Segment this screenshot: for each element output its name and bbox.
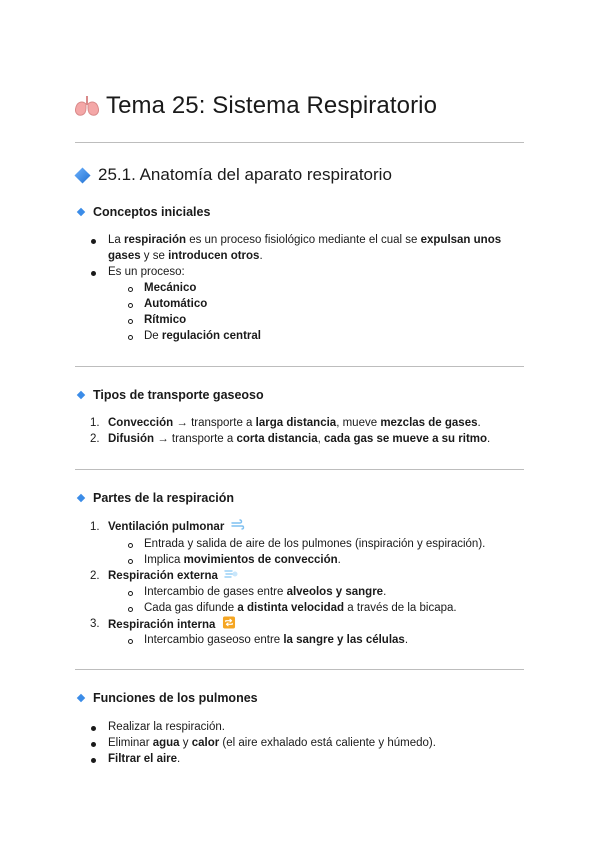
sub-list-item: Implica movimientos de convección. bbox=[144, 554, 341, 566]
divider bbox=[75, 469, 524, 470]
blue-diamond-icon bbox=[74, 167, 91, 184]
section-heading bbox=[74, 165, 392, 185]
small-blue-diamond-icon bbox=[77, 694, 85, 702]
list-item: Convección → transporte a larga distancia, mueve mezclas de gases. bbox=[108, 417, 481, 429]
sub-list-item: Automático bbox=[144, 298, 208, 310]
list-number: 3. bbox=[90, 618, 100, 630]
page-title bbox=[74, 92, 437, 120]
sub-list-item: Rítmico bbox=[144, 314, 187, 326]
small-blue-diamond-icon bbox=[77, 494, 85, 502]
list-number: 1. bbox=[90, 417, 100, 429]
section-heading-text: 25.1. Anatomía del aparato respiratorio bbox=[98, 165, 392, 184]
list-item-continuation: gases y se introducen otros. bbox=[108, 250, 263, 262]
divider bbox=[75, 366, 524, 367]
divider bbox=[75, 142, 524, 143]
list-number: 2. bbox=[90, 570, 100, 582]
subsection-heading-transporte: Tipos de transporte gaseoso bbox=[78, 388, 264, 402]
lungs-icon bbox=[74, 95, 100, 117]
sub-bullet bbox=[128, 639, 133, 644]
subsection-heading-partes: Partes de la respiración bbox=[78, 491, 234, 505]
bullet bbox=[91, 239, 96, 244]
list-item: Filtrar el aire. bbox=[108, 753, 181, 765]
subsection-heading-funciones: Funciones de los pulmones bbox=[78, 691, 258, 705]
sub-list-item: Entrada y salida de aire de los pulmones (inspiración y espiración). bbox=[144, 538, 486, 550]
small-blue-diamond-icon bbox=[77, 391, 85, 399]
sub-bullet bbox=[128, 303, 133, 308]
list-item: Respiración interna bbox=[108, 616, 236, 633]
list-item: Difusión → transporte a corta distancia, cada gas se mueve a su ritmo. bbox=[108, 433, 491, 445]
page-title-text: Tema 25: Sistema Respiratorio bbox=[106, 92, 438, 119]
divider bbox=[75, 669, 524, 670]
list-item: La respiración es un proceso fisiológico mediante el cual se expulsan unos bbox=[108, 234, 502, 246]
dash-icon bbox=[224, 568, 238, 580]
sub-bullet bbox=[128, 591, 133, 596]
sub-bullet bbox=[128, 319, 133, 324]
bullet bbox=[91, 271, 96, 276]
sub-list-item: Cada gas difunde a distinta velocidad a través de la bicapa. bbox=[144, 602, 457, 614]
list-item: Respiración externa bbox=[108, 568, 238, 584]
sub-list-item: De regulación central bbox=[144, 330, 261, 342]
list-number: 1. bbox=[90, 521, 100, 533]
sub-list-item: Mecánico bbox=[144, 282, 197, 294]
bullet bbox=[91, 726, 96, 731]
wind-icon bbox=[231, 519, 245, 531]
sub-list-item: Intercambio gaseoso entre la sangre y las células. bbox=[144, 634, 409, 646]
list-number: 2. bbox=[90, 433, 100, 445]
small-blue-diamond-icon bbox=[77, 208, 85, 216]
sub-bullet bbox=[128, 543, 133, 548]
sub-list-item: Intercambio de gases entre alveolos y sangre. bbox=[144, 586, 387, 598]
list-item: Ventilación pulmonar bbox=[108, 519, 245, 535]
sub-bullet bbox=[128, 559, 133, 564]
bullet bbox=[91, 742, 96, 747]
list-item: Eliminar agua y calor (el aire exhalado está caliente y húmedo). bbox=[108, 737, 436, 749]
subsection-heading-conceptos: Conceptos iniciales bbox=[78, 205, 210, 219]
sub-bullet bbox=[128, 335, 133, 340]
sub-bullet bbox=[128, 287, 133, 292]
list-item: Realizar la respiración. bbox=[108, 721, 225, 733]
repeat-icon bbox=[222, 616, 236, 629]
bullet bbox=[91, 758, 96, 763]
list-item: Es un proceso: bbox=[108, 266, 185, 278]
sub-bullet bbox=[128, 607, 133, 612]
